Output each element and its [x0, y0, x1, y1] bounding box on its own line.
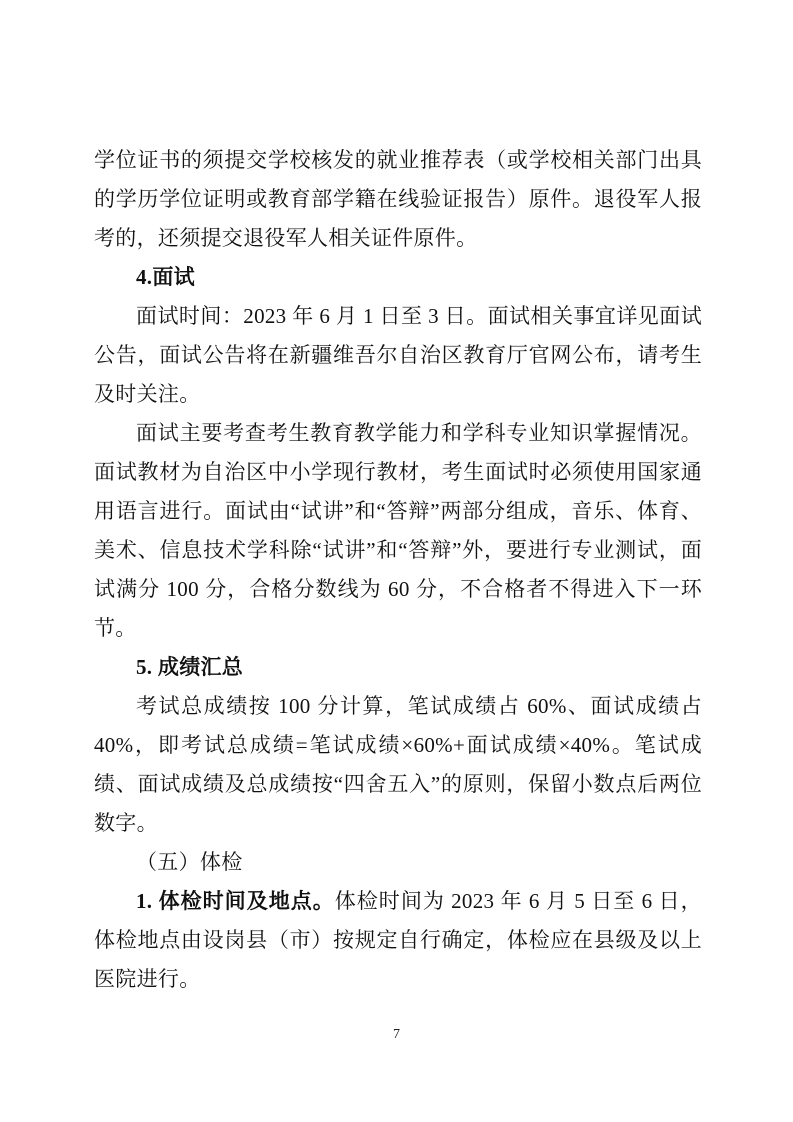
paragraph-score-detail: 考试总成绩按 100 分计算，笔试成绩占 60%、面试成绩占 40%，即考试总成绩=笔试成绩×60%+面试成绩×40%。笔试成绩、面试成绩及总成绩按“四舍五入”的原则，保留小数点后两位数字。 [94, 694, 702, 835]
paragraph-certificate-continuation: 学位证书的须提交学校核发的就业推荐表（或学校相关部门出具的学历学位证明或教育部学籍在线验证报告）原件。退役军人报考的，还须提交退役军人相关证件原件。 [94, 148, 702, 250]
physical-exam-lead: 1. 体检时间及地点。 [136, 889, 335, 913]
physical-exam-rest: 体检时间为 2023 年 6 月 5 日至 6 日，体检地点由设岗县（市）按规定自行确定，体检应在县级及以上医院进行。 [94, 889, 702, 991]
paragraph-physical-exam [94, 882, 702, 999]
paragraph-interview-content: 面试主要考查考生教育教学能力和学科专业知识掌握情况。面试教材为自治区中小学现行教材，考生面试时必须使用国家通用语言进行。面试由“试讲”和“答辩”两部分组成，音乐、体育、美术、信息技术学科除“试讲”和“答辩”外，要进行专业测试，面试满分 100 分，合格分数线为 60 分，不合格者不得进入下一环节。 [94, 421, 702, 640]
heading-score-summary: 5. 成绩汇总 [136, 655, 244, 679]
document-content [94, 141, 702, 999]
heading-interview: 4.面试 [136, 265, 195, 289]
page-number: 7 [393, 1027, 400, 1042]
paragraph-interview-time: 面试时间：2023 年 6 月 1 日至 3 日。面试相关事宜详见面试公告，面试公告将在新疆维吾尔自治区教育厅官网公布，请考生及时关注。 [94, 304, 702, 406]
heading-section-five-physical: （五）体检 [136, 850, 243, 874]
